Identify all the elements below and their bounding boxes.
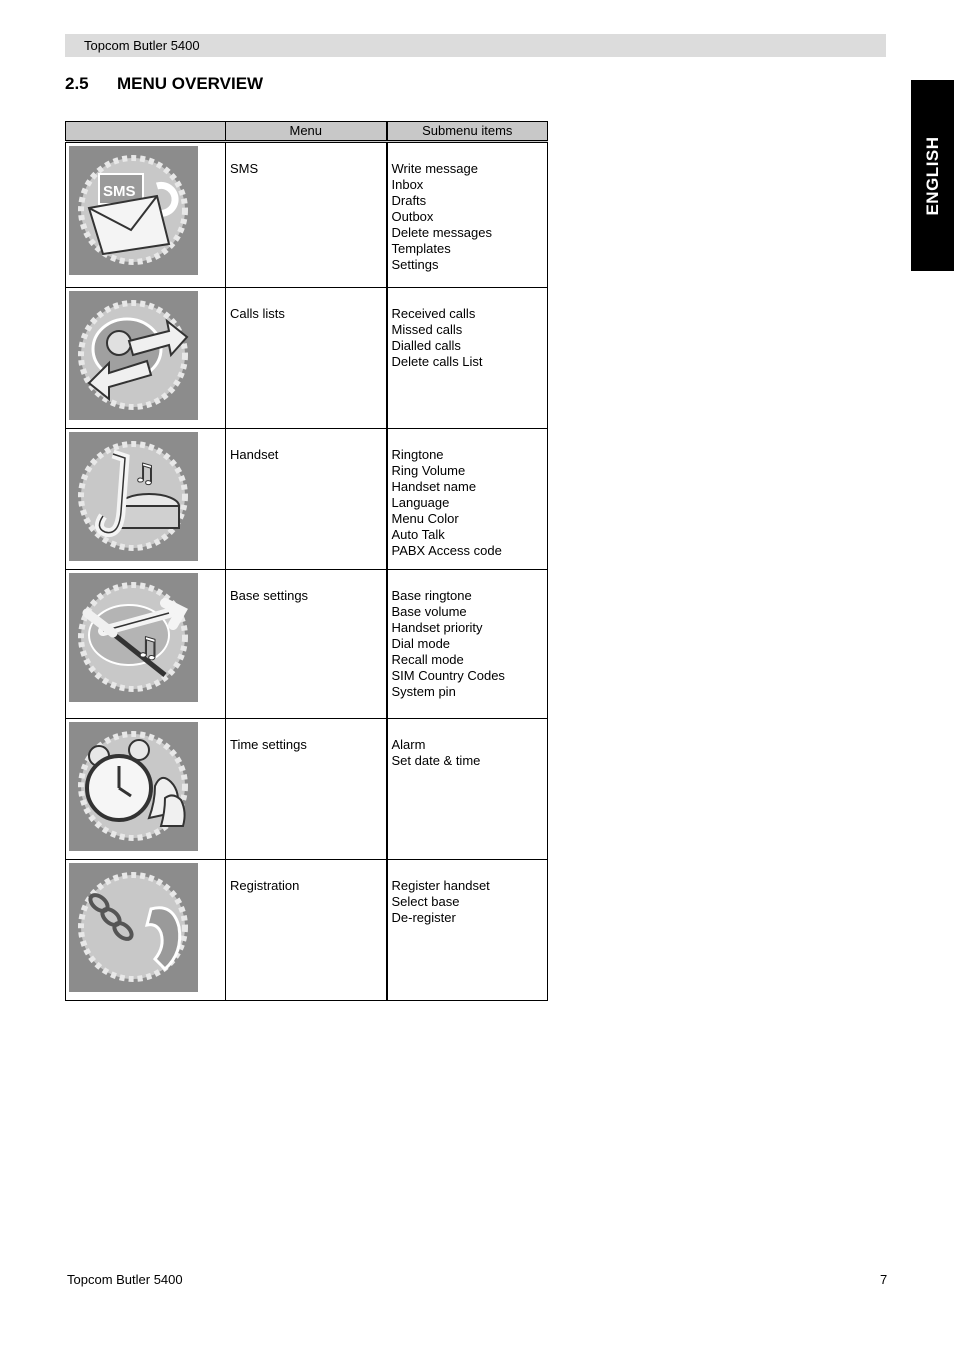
list-item: Base volume <box>391 604 467 619</box>
list-item: Language <box>391 495 450 510</box>
list-item: Menu Color <box>391 511 459 526</box>
list-item: Base ringtone <box>391 588 472 603</box>
icon-cell <box>66 570 226 719</box>
header-submenu-column: Submenu items <box>387 122 548 142</box>
table-row <box>66 860 548 1001</box>
submenu-list <box>387 142 548 288</box>
language-tab-label: ENGLISH <box>922 135 942 216</box>
menu-name: SMS <box>226 142 387 288</box>
list-item: Settings <box>391 257 439 272</box>
list-item: De-register <box>391 910 456 925</box>
table-row <box>66 288 548 429</box>
section-title: MENU OVERVIEW <box>117 74 264 93</box>
list-item: Dial mode <box>391 636 451 651</box>
table-header-row <box>66 122 548 142</box>
list-item: Recall mode <box>391 652 464 667</box>
svg-text:♫: ♫ <box>133 459 157 489</box>
list-item: Register handset <box>391 878 490 893</box>
menu-name: Base settings <box>226 570 387 719</box>
section-heading <box>65 74 263 94</box>
list-item: Write message <box>391 161 478 176</box>
menu-overview-table <box>65 121 548 1001</box>
list-item: Handset priority <box>391 620 483 635</box>
header-icon-column <box>66 122 226 142</box>
menu-name: Time settings <box>226 719 387 860</box>
table-row <box>66 142 548 288</box>
list-item: Received calls <box>391 306 476 321</box>
menu-name: Registration <box>226 860 387 1001</box>
header-title: Topcom Butler 5400 <box>84 38 200 53</box>
list-item: Dialled calls <box>391 338 461 353</box>
list-item: Ringtone <box>391 447 444 462</box>
list-item: Outbox <box>391 209 434 224</box>
page-number: 7 <box>880 1272 888 1287</box>
list-item: PABX Access code <box>391 543 502 558</box>
icon-cell <box>66 719 226 860</box>
list-item: Delete calls List <box>391 354 483 369</box>
submenu-list <box>387 288 548 429</box>
list-item: Templates <box>391 241 451 256</box>
language-tab <box>911 80 954 271</box>
header-menu-column: Menu <box>226 122 387 142</box>
wrench-screwdriver-icon <box>69 573 198 702</box>
list-item: Alarm <box>391 737 426 752</box>
list-item: Drafts <box>391 193 427 208</box>
saxophone-drum-icon <box>69 432 198 561</box>
footer-title: Topcom Butler 5400 <box>67 1272 183 1287</box>
submenu-list <box>387 429 548 570</box>
svg-text:♫: ♫ <box>135 631 161 664</box>
icon-cell <box>66 288 226 429</box>
list-item: Inbox <box>391 177 424 192</box>
list-item: Auto Talk <box>391 527 445 542</box>
submenu-list <box>387 860 548 1001</box>
icon-cell <box>66 860 226 1001</box>
table-row <box>66 429 548 570</box>
section-number: 2.5 <box>65 74 89 93</box>
icon-cell <box>66 142 226 288</box>
list-item: System pin <box>391 684 456 699</box>
list-item: Select base <box>391 894 460 909</box>
running-header <box>65 34 886 57</box>
list-item: Handset name <box>391 479 477 494</box>
menu-name: Handset <box>226 429 387 570</box>
alarm-clock-icon <box>69 722 198 851</box>
calls-arrows-icon <box>69 291 198 420</box>
chain-phone-icon <box>69 863 198 992</box>
menu-name: Calls lists <box>226 288 387 429</box>
svg-text:SMS: SMS <box>103 183 136 200</box>
sms-envelope-icon <box>69 146 198 275</box>
submenu-list <box>387 719 548 860</box>
list-item: SIM Country Codes <box>391 668 505 683</box>
icon-cell <box>66 429 226 570</box>
table-row <box>66 719 548 860</box>
list-item: Delete messages <box>391 225 492 240</box>
list-item: Ring Volume <box>391 463 466 478</box>
table-row <box>66 570 548 719</box>
list-item: Missed calls <box>391 322 463 337</box>
list-item: Set date & time <box>391 753 481 768</box>
submenu-list <box>387 570 548 719</box>
